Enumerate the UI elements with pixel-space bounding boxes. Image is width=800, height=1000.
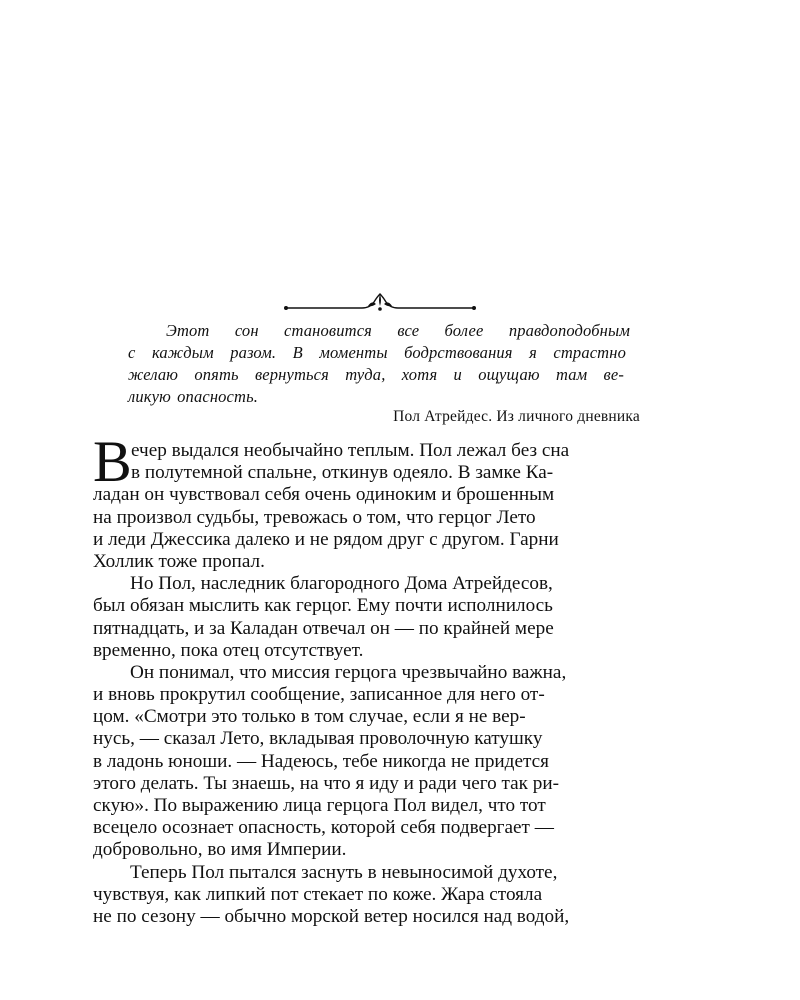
- epigraph-attribution: Пол Атрейдес. Из личного дневника: [393, 408, 640, 425]
- text-line: всецело осознает опасность, которой себя подвергает —: [93, 817, 554, 839]
- text-line: Теперь Пол пытался заснуть в невыносимой духоте,: [130, 861, 558, 883]
- epigraph-line: с каждым разом. В моменты бодрствования я страстно: [128, 343, 626, 362]
- epigraph-line: Этот сон становится все более правдоподобным: [166, 321, 630, 340]
- text-line: Он понимал, что миссия герцога чрезвычайно важна,: [130, 661, 567, 683]
- text-line: и леди Джессика далеко и не рядом друг с другом. Гарни: [93, 528, 559, 550]
- text-line: в полутемной спальне, откинув одеяло. В замке Ка-: [131, 462, 554, 484]
- text-line: в ладонь юноши. — Надеюсь, тебе никогда не придется: [93, 750, 549, 772]
- text-line: Холлик тоже пропал.: [93, 550, 265, 572]
- text-line: нусь, — сказал Лето, вкладывая проволочную катушку: [93, 728, 543, 750]
- text-line: чувствуя, как липкий пот стекает по коже. Жара стояла: [93, 883, 543, 905]
- epigraph-line: желаю опять вернуться туда, хотя и ощущаю там ве-: [128, 365, 624, 384]
- drop-cap: В: [93, 429, 132, 494]
- text-line: цом. «Смотри это только в том случае, если я не вер-: [93, 706, 526, 728]
- body-text: [93, 440, 677, 928]
- text-line: ладан он чувствовал себя очень одиноким и брошенным: [93, 484, 555, 506]
- text-line: на произвол судьбы, тревожась о том, что герцог Лето: [93, 506, 536, 528]
- text-line: и вновь прокрутил сообщение, записанное для него от-: [93, 684, 545, 706]
- text-line: этого делать. Ты знаешь, на что я иду и ради чего так ри-: [93, 772, 560, 794]
- text-line: ечер выдался необычайно теплым. Пол лежал без сна: [131, 440, 570, 461]
- text-line: скую». По выражению лица герцога Пол видел, что тот: [93, 795, 546, 816]
- text-line: пятнадцать, и за Каладан отвечал он — по крайней мере: [93, 617, 554, 639]
- text-line: добровольно, во имя Империи.: [93, 839, 347, 861]
- epigraph-line: ликую опасность.: [128, 387, 259, 406]
- text-line: не по сезону — обычно морской ветер носился над водой,: [93, 905, 570, 927]
- text-line: временно, пока отец отсутствует.: [93, 639, 364, 661]
- text-line: был обязан мыслить как герцог. Ему почти исполнилось: [93, 595, 553, 617]
- text-line: Но Пол, наследник благородного Дома Атрейдесов,: [130, 573, 553, 595]
- fleuron-divider-icon: [282, 288, 478, 316]
- epigraph: [128, 320, 640, 408]
